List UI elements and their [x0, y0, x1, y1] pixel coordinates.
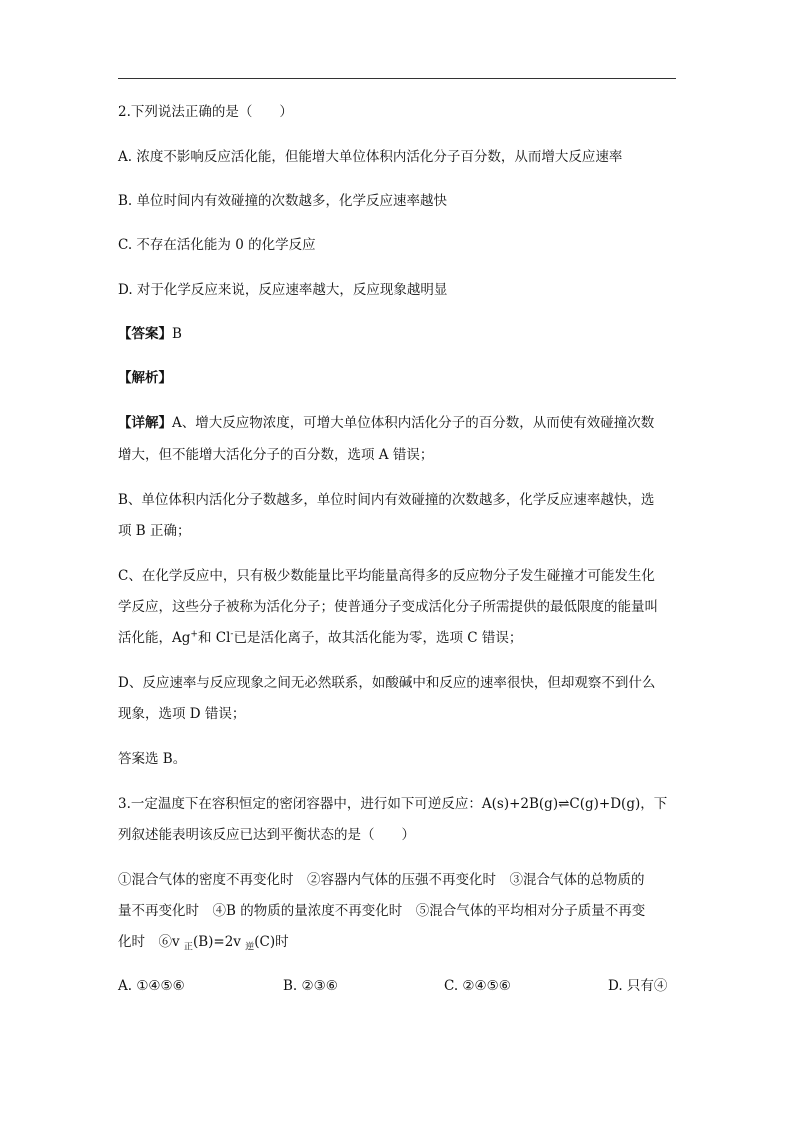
q3-options-row	[118, 972, 678, 1000]
superscript-minus: -	[230, 629, 234, 640]
cond-text-a: 化时 ⑥v	[118, 934, 184, 950]
q3-stem-text-a: 3.一定温度下在容积恒定的密闭容器中，进行如下可逆反应：A(s)+2B(g)	[118, 796, 559, 812]
q2-option-a: A. 浓度不影响反应活化能，但能增大单位体积内活化分子百分数，从而增大反应速率	[118, 149, 623, 165]
cond-text-b: (B)=2v	[192, 934, 246, 950]
q2-detail-a-line1	[118, 409, 678, 437]
cond-text-c: (C)时	[254, 934, 289, 950]
q2-analysis-heading	[118, 364, 678, 392]
q2-option-d: D. 对于化学反应来说，反应速率越大，反应现象越明显	[118, 282, 448, 298]
detail-c-text-c: 已是活化离子，故其活化能为零，选项 C 错误；	[233, 630, 523, 646]
equilibrium-arrow-icon: ⇌	[558, 796, 570, 812]
q3-conditions-line3	[118, 928, 678, 956]
q2-stem: 2.下列说法正确的是（ ）	[118, 104, 293, 120]
superscript-plus: +	[190, 629, 198, 640]
q2-conclusion: 答案选 B。	[118, 751, 187, 767]
answer-value: B	[172, 326, 182, 342]
q3-option-d: D. 只有④	[608, 978, 668, 994]
q3-conditions-line1: ①混合气体的密度不再变化时 ②容器内气体的压强不再变化时 ③混合气体的总物质的	[118, 872, 645, 888]
q2-detail-b-line2: 项 B 正确；	[118, 523, 191, 539]
q2-detail-c-line2: 学反应，这些分子被称为活化分子；使普通分子变成活化分子所需提供的最低限度的能量叫	[118, 599, 658, 615]
q2-detail-c-line1: C、在化学反应中，只有极少数能量比平均能量高得多的反应物分子发生碰撞才可能发生化	[118, 568, 655, 584]
detail-c-text-a: 活化能，Ag	[118, 630, 191, 646]
q3-option-a: A. ①④⑤⑥	[118, 978, 185, 994]
q2-detail-c-line3	[118, 624, 678, 652]
q2-detail-d-line1: D、反应速率与反应现象之间无必然联系，如酸碱中和反应的速率很快，但却观察不到什么	[118, 675, 656, 691]
q2-option-c: C. 不存在活化能为 0 的化学反应	[118, 237, 316, 253]
analysis-label: 【解析】	[118, 370, 172, 386]
q3-stem-line2: 列叙述能表明该反应已达到平衡状态的是（ ）	[118, 827, 415, 843]
answer-label: 【答案】	[118, 326, 172, 342]
detail-label: 【详解】	[118, 415, 172, 431]
detail-c-text-b: 和 Cl	[197, 630, 231, 646]
q3-conditions-line2: 量不再变化时 ④B 的物质的量浓度不再变化时 ⑤混合气体的平均相对分子质量不再变	[118, 903, 646, 919]
q3-option-b: B. ②③⑥	[283, 978, 338, 994]
detail-a-text: A、增大反应物浓度，可增大单位体积内活化分子的百分数，从而使有效碰撞次数	[172, 415, 655, 431]
q3-option-c: C. ②④⑤⑥	[444, 978, 511, 994]
q2-answer	[118, 320, 678, 348]
q2-detail-b-line1: B、单位体积内活化分子数越多，单位时间内有效碰撞的次数越多，化学反应速率越快，选	[118, 492, 655, 508]
q3-stem-line1	[118, 790, 678, 818]
q2-detail-d-line2: 现象，选项 D 错误；	[118, 706, 246, 722]
q3-stem-text-b: C(g)+D(g)，下	[569, 796, 668, 812]
subscript-forward: 正	[183, 942, 193, 953]
q2-detail-a-line2: 增大，但不能增大活化分子的百分数，选项 A 错误；	[118, 447, 434, 463]
q2-option-b: B. 单位时间内有效碰撞的次数越多，化学反应速率越快	[118, 193, 448, 209]
subscript-reverse: 逆	[245, 942, 255, 953]
header-rule	[118, 78, 676, 79]
